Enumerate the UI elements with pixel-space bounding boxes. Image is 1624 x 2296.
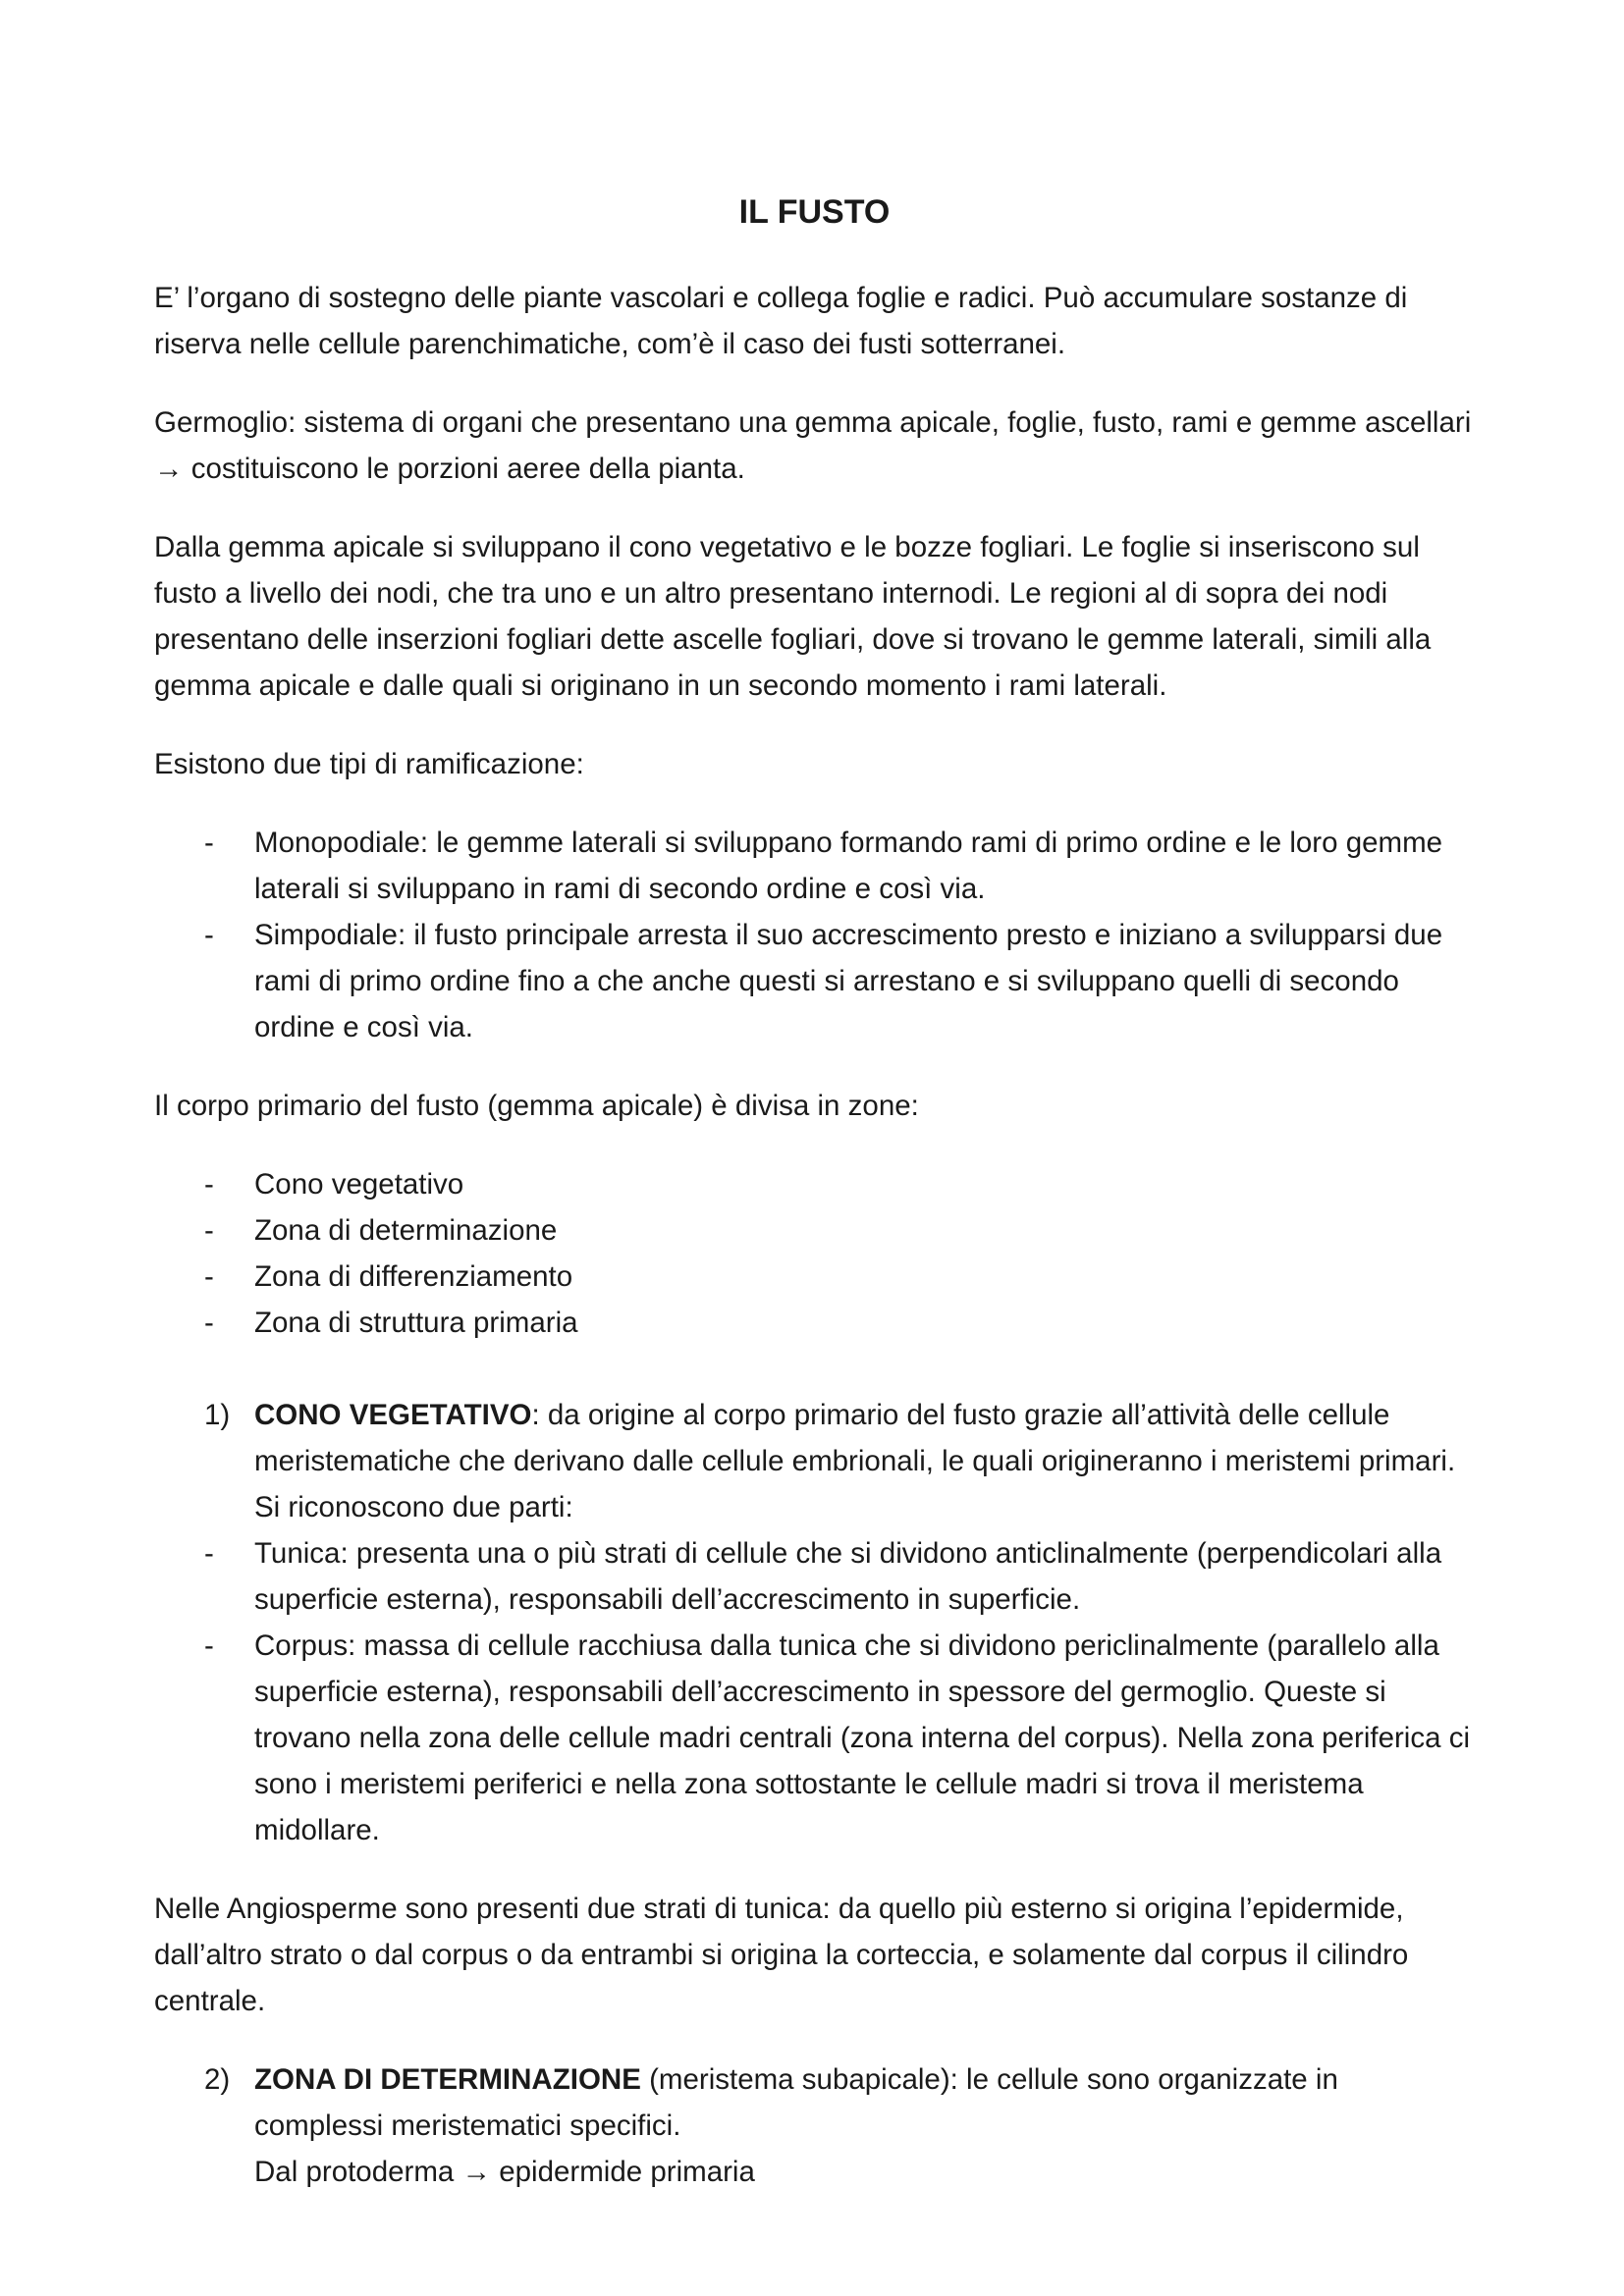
zones-intro: Il corpo primario del fusto (gemma apicale) è divisa in zone: — [154, 1090, 919, 1122]
list-item — [154, 1161, 1475, 1207]
cono-parts-list — [154, 1530, 1475, 1853]
section-1 — [154, 1392, 1475, 1530]
dash-bullet: - — [204, 1168, 214, 1201]
ramification-intro: Esistono due tipi di ramificazione: — [154, 748, 584, 780]
list-item-text: Corpus: massa di cellule racchiusa dalla tunica che si dividono periclinalmente (parallelo alla superficie esterna), responsabili dell’accrescimento in spessore del germoglio. Queste si trovano nella zona delle cellule madri centrali (zona interna del corpus). Nella zona periferica ci sono i meristemi periferici e nella zona sottostante le cellule madri si trova il meristema midollare. — [254, 1629, 1471, 1846]
section-heading: ZONA DI DETERMINAZIONE — [254, 2063, 641, 2096]
dash-bullet: - — [204, 1260, 214, 1293]
numbered-item — [154, 2056, 1475, 2195]
list-item-text: Zona di differenziamento — [254, 1260, 573, 1293]
list-item — [154, 1300, 1475, 1346]
section-number: 1) — [204, 1399, 231, 1431]
zones-list — [154, 1161, 1475, 1346]
section-2 — [154, 2056, 1475, 2195]
document-content — [154, 192, 1475, 2195]
list-item-text: Monopodiale: le gemme laterali si sviluppano formando rami di primo ordine e le loro gemme laterali si sviluppano in rami di secondo ordine e così via. — [254, 827, 1443, 905]
list-item — [154, 912, 1475, 1050]
ramification-list — [154, 820, 1475, 1050]
angiosperme-paragraph: Nelle Angiosperme sono presenti due strati di tunica: da quello più esterno si origina l’epidermide, dall’altro strato o dal corpus o da entrambi si origina la corteccia, e solamente dal corpus il cilindro centrale. — [154, 1893, 1409, 2017]
germoglio-paragraph: Germoglio: sistema di organi che presentano una gemma apicale, foglie, fusto, rami e gemme ascellari → costituiscono le porzioni aeree della pianta. — [154, 406, 1472, 485]
list-item — [154, 820, 1475, 912]
section-spacer — [154, 1346, 1475, 1392]
dash-bullet: - — [204, 919, 214, 951]
list-item — [154, 1623, 1475, 1853]
list-item-text: Zona di struttura primaria — [254, 1307, 578, 1339]
list-item-text: Zona di determinazione — [254, 1214, 558, 1247]
list-item-text: Simpodiale: il fusto principale arresta il suo accrescimento presto e iniziano a svilupparsi due rami di primo ordine fino a che anche questi si arrestano e si sviluppano quelli di secondo ordine e così via. — [254, 919, 1443, 1043]
section-text: : da origine al corpo primario del fusto grazie all’attività delle cellule meristematiche che derivano dalle cellule embrionali, le quali origineranno i meristemi primari. Si riconoscono due parti: — [254, 1399, 1456, 1523]
list-item — [154, 1207, 1475, 1254]
dash-bullet: - — [204, 1307, 214, 1339]
list-item — [154, 1254, 1475, 1300]
intro-paragraph: E’ l’organo di sostegno delle piante vascolari e collega foglie e radici. Può accumulare sostanze di riserva nelle cellule parenchimatiche, com’è il caso dei fusti sotterranei. — [154, 282, 1408, 360]
section-heading: CONO VEGETATIVO — [254, 1399, 532, 1431]
list-item-text: Cono vegetativo — [254, 1168, 464, 1201]
dash-bullet: - — [204, 1629, 214, 1662]
numbered-item — [154, 1392, 1475, 1530]
section-number: 2) — [204, 2063, 231, 2096]
dash-bullet: - — [204, 1537, 214, 1570]
dash-bullet: - — [204, 1214, 214, 1247]
gemma-apicale-paragraph: Dalla gemma apicale si sviluppano il cono vegetativo e le bozze fogliari. Le foglie si inseriscono sul fusto a livello dei nodi, che tra uno e un altro presentano internodi. Le regioni al di sopra dei nodi presentano delle inserzioni fogliari dette ascelle fogliari, dove si trovano le gemme laterali, simili alla gemma apicale e dalle quali si originano in un secondo momento i rami laterali. — [154, 531, 1432, 702]
list-item-text: Tunica: presenta una o più strati di cellule che si dividono anticlinalmente (perpendicolari alla superficie esterna), responsabili dell’accrescimento in superficie. — [254, 1537, 1442, 1616]
list-item — [154, 1530, 1475, 1623]
dash-bullet: - — [204, 827, 214, 859]
section-text: (meristema subapicale): le cellule sono organizzate in complessi meristematici specifici. — [254, 2063, 1338, 2142]
page-title: IL FUSTO — [738, 193, 891, 231]
section-line: Dal protoderma → epidermide primaria — [254, 2156, 755, 2188]
